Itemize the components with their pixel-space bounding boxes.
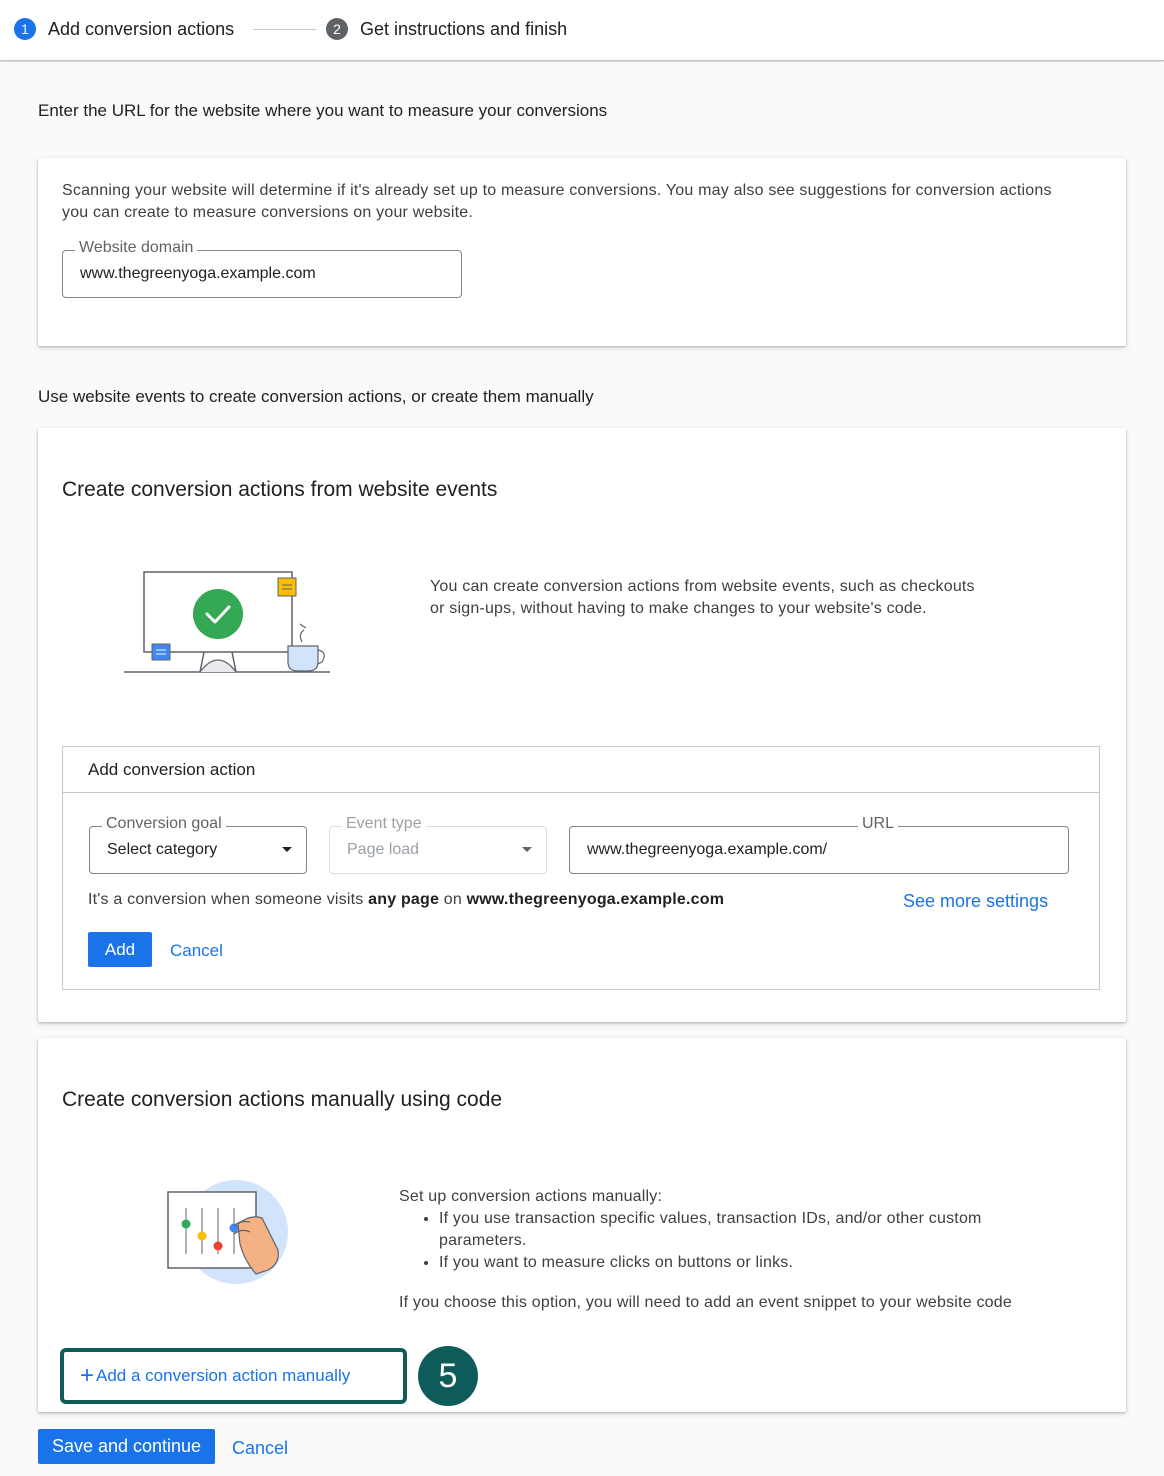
scan-description: Scanning your website will determine if it's already set up to measure conversions. You may also see suggestions for conversion actions you can create to measure conversions on your website. <box>62 182 1052 221</box>
add-conversion-manually-label: Add a conversion action manually <box>96 1366 351 1385</box>
conversion-goal-label: Conversion goal <box>102 815 226 833</box>
event-type-value: Page load <box>347 841 420 858</box>
add-cancel-button[interactable]: Cancel <box>170 941 223 960</box>
rule-mid: on <box>439 891 467 908</box>
url-label: URL <box>858 815 898 833</box>
website-events-heading: Create conversion actions from website events <box>62 478 498 501</box>
step-label-1: Add conversion actions <box>48 18 235 39</box>
save-and-continue-button[interactable]: Save and continue <box>38 1429 215 1464</box>
conversion-rule-text <box>88 889 724 911</box>
add-conversion-action-heading: Add conversion action <box>63 747 1099 793</box>
url-value: www.thegreenyoga.example.com/ <box>587 841 828 858</box>
website-domain-label: Website domain <box>75 239 197 257</box>
rule-domain: www.thegreenyoga.example.com <box>466 891 725 908</box>
step-connector <box>253 29 316 30</box>
events-section-title: Use website events to create conversion actions, or create them manually <box>38 387 594 406</box>
manual-button-highlight <box>60 1348 407 1404</box>
step-get-instructions[interactable] <box>326 17 567 41</box>
events-description: You can create conversion actions from website events, such as checkouts or sign-ups, without having to make changes to your website's code. <box>430 578 975 617</box>
step-label-2: Get instructions and finish <box>360 18 568 39</box>
add-conversion-manually-button[interactable] <box>64 1352 403 1400</box>
add-conversion-action-box <box>62 746 1100 990</box>
manual-code-heading: Create conversion actions manually using code <box>62 1088 503 1111</box>
footer-cancel-button[interactable]: Cancel <box>232 1438 289 1458</box>
dropdown-arrow-icon <box>282 847 292 852</box>
manual-bullet-1: • If you use transaction specific values, transaction IDs, and/or other custom parameters. <box>439 1208 1069 1252</box>
manual-intro: Set up conversion actions manually: <box>399 1188 663 1205</box>
event-type-select[interactable] <box>329 815 547 874</box>
url-field[interactable] <box>569 815 1069 874</box>
website-domain-value: www.thegreenyoga.example.com <box>80 265 316 282</box>
url-section-title: Enter the URL for the website where you want to measure your conversions <box>38 101 608 120</box>
rule-prefix: It's a conversion when someone visits <box>88 891 369 908</box>
plus-icon: + <box>80 1362 95 1389</box>
website-domain-card <box>38 158 1126 346</box>
website-events-card <box>38 428 1126 1022</box>
see-more-settings-link[interactable]: See more settings <box>903 891 1049 911</box>
conversion-goal-value: Select category <box>107 841 218 858</box>
dropdown-arrow-icon <box>522 847 532 852</box>
manual-description <box>399 1186 1069 1314</box>
manual-note: If you choose this option, you will need to add an event snippet to your website code <box>399 1294 1012 1311</box>
rule-any-page: any page <box>368 891 440 908</box>
step-number-2: 2 <box>326 18 348 40</box>
add-button[interactable]: Add <box>88 932 152 967</box>
monitor-illustration-icon <box>122 568 332 678</box>
website-domain-field[interactable] <box>62 239 462 298</box>
step-badge: 5 <box>418 1346 478 1406</box>
event-type-label: Event type <box>342 815 426 833</box>
sliders-illustration-icon <box>164 1178 290 1288</box>
manual-bullet-list <box>439 1208 1069 1274</box>
step-add-conversion-actions[interactable] <box>14 17 234 41</box>
conversion-goal-select[interactable] <box>89 815 307 874</box>
step-number-1: 1 <box>14 18 36 40</box>
manual-bullet-2: • If you want to measure clicks on buttons or links. <box>439 1252 1069 1274</box>
stepper-header <box>0 0 1164 61</box>
manual-code-card <box>38 1038 1126 1412</box>
